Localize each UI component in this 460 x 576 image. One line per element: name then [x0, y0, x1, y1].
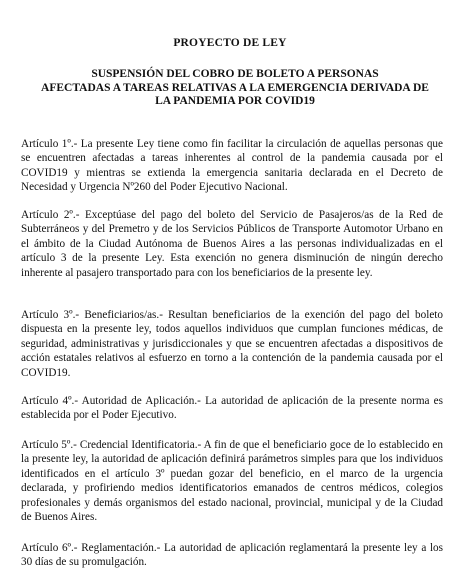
subtitle-line: LA PANDEMIA POR COVID19 — [155, 95, 315, 107]
article-3: Artículo 3º.- Beneficiarios/as.- Resultan beneficiarios de la exención del pago del boleto dispuesta en la presente ley, todos aquellos individuos que cumplan funciones médicas, de seguridad, administrativas y jurisdiccionales y que se encuentren afectadas a dispositivos de acción estatales relativos al esfuerzo en torno a la contención de la pandemia causada por el COVID19. — [21, 309, 443, 379]
article-1: Artículo 1º.- La presente Ley tiene como fin facilitar la circulación de aquellas personas que se encuentren afectadas a tareas inherentes al control de la pandemia causada por el COVID19 y mientras se extienda la emergencia sanitaria declarada en el Decreto de Necesidad y Urgencia Nº260 del Poder Ejecutivo Nacional. — [21, 138, 443, 194]
subtitle-line: SUSPENSIÓN DEL COBRO DE BOLETO A PERSONAS — [91, 68, 379, 80]
article-4: Artículo 4º.- Autoridad de Aplicación.- La autoridad de aplicación de la presente norma es establecida por el Poder Ejecutivo. — [21, 395, 443, 422]
article-6: Artículo 6º.- Reglamentación.- La autoridad de aplicación reglamentará la presente ley a los 30 días de su promulgación. — [21, 542, 443, 569]
subtitle-line: AFECTADAS A TAREAS RELATIVAS A LA EMERGENCIA DERIVADA DE — [41, 81, 429, 94]
article-5: Artículo 5º.- Credencial Identificatoria.- A fin de que el beneficiario goce de lo establecido en la presente ley, la autoridad de aplicación definirá parámetros simples para que los individuos identificados en el artículo 3º puedan gozar del beneficio, en el marco de la urgencia declarada, y profiriendo medios identificatorios emanados de centros médicos, colegios profesionales y demás organismos del estado nacional, provincial, municipal y de la Ciudad de Buenos Aires. — [21, 439, 443, 524]
article-2: Artículo 2º.- Exceptúase del pago del boleto del Servicio de Pasajeros/as de la Red de Subterráneos y del Premetro y de los Servicios Públicos de Transporte Automotor Urbano en el ámbito de la Ciudad Autónoma de Buenos Aires a las personas individualizadas en el artículo 3 de la presente Ley. Esta exención no genera disminución de ningún derecho inherente al pasajero transportado para con los beneficiarios de la presente ley. — [21, 209, 443, 279]
document-subtitle — [20, 68, 450, 109]
document-title: PROYECTO DE LEY — [173, 37, 287, 49]
